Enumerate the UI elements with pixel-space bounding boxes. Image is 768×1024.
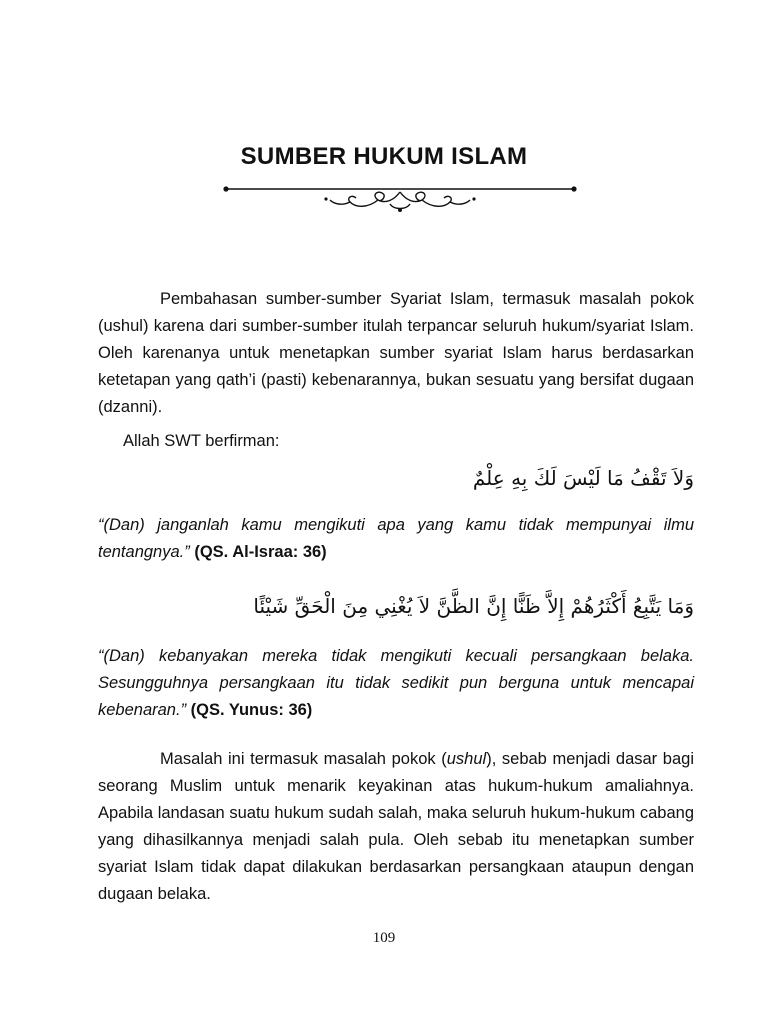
main-paragraph-italic-term: ushul [446, 750, 487, 768]
page-number: 109 [372, 930, 396, 946]
verse-1-reference: (QS. Al-Israa: 36) [194, 543, 327, 561]
main-paragraph-block [98, 746, 694, 908]
verse-2-translation-text: “(Dan) kebanyakan mereka tidak mengikuti kecuali persangkaan belaka. Sesungguhnya persangkaan itu tidak sedikit pun berguna untuk mencapai kebenaran.” [98, 647, 694, 719]
verse-2-reference: (QS. Yunus: 36) [190, 701, 313, 719]
ornament-divider-icon [222, 180, 578, 216]
verse-1-translation-text: “(Dan) janganlah kamu mengikuti apa yang kamu tidak mempunyai ilmu tentangnya.” [98, 516, 694, 561]
main-paragraph [98, 746, 694, 908]
main-paragraph-text-2: ), sebab menjadi dasar bagi seorang Muslim untuk menarik keyakinan atas hukum-hukum amaliahnya. Apabila landasan suatu hukum sudah salah, maka seluruh hukum-hukum cabang yang dihasilkannya menjadi salah pula. Oleh sebab itu menetapkan sumber syariat Islam tidak dapat dilakukan berdasarkan persangkaan ataupun dengan dugaan belaka. [98, 750, 694, 903]
verse-2-arabic: وَمَا يَتَّبِعُ أَكْثَرُهُمْ إِلاَّ ظَنًّا إِنَّ الظَّنَّ لاَ يُغْنِي مِنَ الْحَقِّ شَيْئًا [253, 594, 694, 618]
verse-1-translation [98, 512, 694, 566]
verse-1-arabic: وَلاَ تَقْفُ مَا لَيْسَ لَكَ بِهِ عِلْمٌ [472, 466, 694, 490]
main-paragraph-text-1: Masalah ini termasuk masalah pokok ( [160, 750, 447, 768]
intro-paragraph-block [98, 286, 694, 421]
chapter-title: SUMBER HUKUM ISLAM [240, 143, 528, 170]
verse-1-translation-block [98, 512, 694, 566]
verse-2-translation [98, 643, 694, 724]
verse-2-translation-block [98, 643, 694, 724]
intro-paragraph: Pembahasan sumber-sumber Syariat Islam, termasuk masalah pokok (ushul) karena dari sumber-sumber itulah terpancar seluruh hukum/syariat Islam. Oleh karenanya untuk menetapkan sumber syariat Islam harus berdasarkan ketetapan yang qath’i (pasti) kebenarannya, bukan sesuatu yang bersifat dugaan (dzanni). [98, 290, 694, 416]
allah-berfirman-line: Allah SWT berfirman: [123, 432, 280, 450]
